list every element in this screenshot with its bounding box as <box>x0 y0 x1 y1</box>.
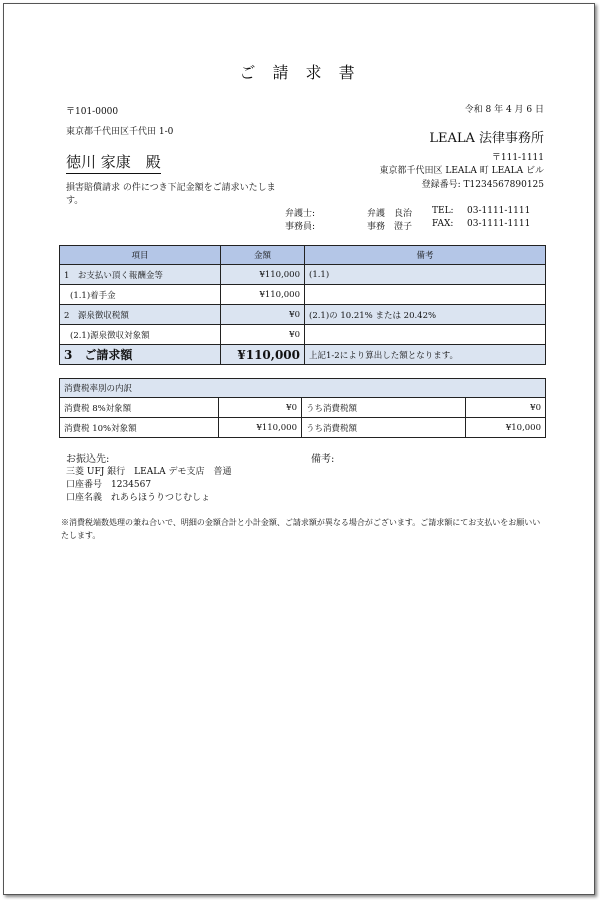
row-note: (1.1) <box>305 265 546 285</box>
total-row <box>60 345 546 365</box>
row-amount: ¥110,000 <box>221 285 305 305</box>
row-item: 1 お支払い頂く報酬金等 <box>60 265 221 285</box>
tax-breakdown-table <box>59 378 546 438</box>
row-note <box>305 285 546 305</box>
staff-name: 事務 澄子 <box>367 222 413 232</box>
tel-number: 03-1111-1111 <box>467 206 531 216</box>
page-title: ご 請 求 書 <box>239 63 361 82</box>
fax-label: FAX: <box>432 219 454 229</box>
row-amount: ¥0 <box>221 325 305 345</box>
firm-registration: 登録番号: T1234567890125 <box>421 180 544 190</box>
fax-number: 03-1111-1111 <box>467 219 531 229</box>
tel-label: TEL: <box>432 206 454 216</box>
row-item: 2 源泉徴収税額 <box>60 305 221 325</box>
header-item: 項目 <box>60 246 221 265</box>
remarks-title: 備考: <box>311 454 335 465</box>
row-note: (2.1)の 10.21% または 20.42% <box>305 305 546 325</box>
tax-title-row <box>60 379 546 398</box>
invoice-description: 損害賠償請求 の件につき下記金額をご請求いたします。 <box>66 183 276 206</box>
total-note: 上記1-2により算出した額となります。 <box>305 345 546 365</box>
row-item: (2.1)源泉徴収対象額 <box>60 325 221 345</box>
footnote: ※消費税端数処理の兼ね合いで、明細の金額合計と小計金額、ご請求額が異なる場合がございます。ご請求額にてお支払いをお願いいたします。 <box>61 518 541 540</box>
bank-name: 三菱 UFJ 銀行 LEALA デモ支店 普通 <box>66 467 232 477</box>
header-note: 備考 <box>305 246 546 265</box>
account-number: 口座番号 1234567 <box>66 480 152 490</box>
tax-amount-label: うち消費税額 <box>302 398 466 418</box>
invoice-table <box>59 245 546 365</box>
table-row <box>60 325 546 345</box>
recipient-address: 東京都千代田区千代田 1-0 <box>66 127 174 137</box>
table-row <box>60 265 546 285</box>
tax-base-amount: ¥110,000 <box>219 418 302 438</box>
table-header-row <box>60 246 546 265</box>
tax-label: 消費税 8%対象額 <box>60 398 219 418</box>
lawyer-name: 弁護 良治 <box>367 209 413 219</box>
table-row <box>60 398 546 418</box>
tax-table-title: 消費税率別の内訳 <box>60 379 546 398</box>
tax-label: 消費税 10%対象額 <box>60 418 219 438</box>
issue-date: 令和 8 年 4 月 6 日 <box>464 105 544 115</box>
recipient-postal: 〒101-0000 <box>66 107 119 117</box>
row-item: (1.1)着手金 <box>60 285 221 305</box>
account-holder: 口座名義 れあらほうりつじむしょ <box>66 493 211 503</box>
staff-label: 事務員: <box>285 222 316 232</box>
total-amount: ¥110,000 <box>221 345 305 365</box>
tax-amount: ¥0 <box>466 398 546 418</box>
firm-name: LEALA 法律事務所 <box>429 131 544 146</box>
lawyer-label: 弁護士: <box>285 209 316 219</box>
row-note <box>305 325 546 345</box>
tax-base-amount: ¥0 <box>219 398 302 418</box>
table-row <box>60 418 546 438</box>
header-amount: 金額 <box>221 246 305 265</box>
row-amount: ¥110,000 <box>221 265 305 285</box>
table-row <box>60 285 546 305</box>
tax-amount-label: うち消費税額 <box>302 418 466 438</box>
firm-postal: 〒111-1111 <box>491 153 544 163</box>
tax-amount: ¥10,000 <box>466 418 546 438</box>
row-amount: ¥0 <box>221 305 305 325</box>
firm-address: 東京都千代田区 LEALA 町 LEALA ビル <box>379 166 544 176</box>
table-row <box>60 305 546 325</box>
recipient-name: 徳川 家康 殿 <box>66 151 161 174</box>
total-item: 3 ご請求額 <box>60 345 221 365</box>
bank-title: お振込先: <box>66 454 110 465</box>
